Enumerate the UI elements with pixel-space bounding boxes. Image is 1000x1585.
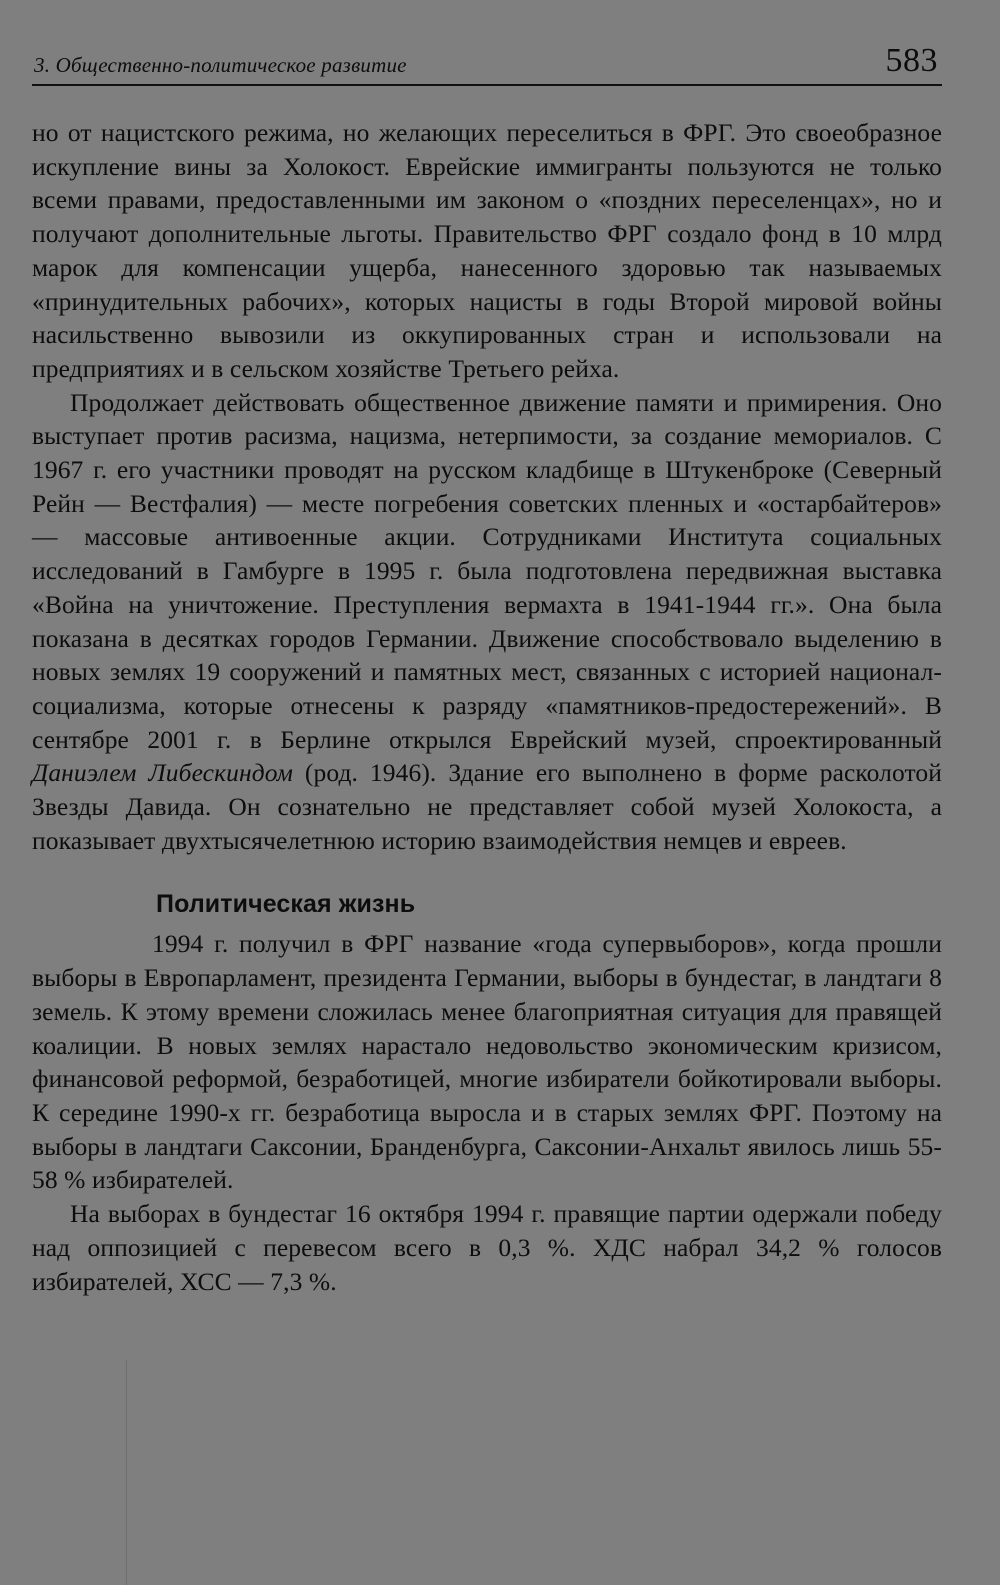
paragraph-2-text-end: (род. 1946). Здание его выполнено в форме расколотой Звезды Давида. Он сознательно не представляет собой музей Холокоста, а показывает двухтысячелетнюю историю взаимодействия немцев и евреев. <box>32 758 942 855</box>
page-number: 583 <box>885 42 938 79</box>
body-text <box>32 116 942 1298</box>
paragraph-2-text-start: Продолжает действовать общественное движение памяти и примирения. Оно выступает против расизма, нацизма, нетерпимости, за создание мемориалов. С 1967 г. его участники проводят на русском кладбище в Штукенброке (Северный Рейн — Вестфалия) — месте погребения советских пленных и «остарбайтеров» — массовые антивоенные акции. Сотрудниками Института социальных исследований в Гамбурге в 1995 г. была подготовлена передвижная выставка «Война на уничтожение. Преступления вермахта в 1941-1944 гг.». Она была показана в десятках городов Германии. Движение способствовало выделению в новых землях 19 сооружений и памятных мест, связанных с историей национал-социализма, которые отнесены к разряду «памятников-предостережений». В сентябре 2001 г. в Берлине открылся Еврейский музей, спроектированный <box>32 387 942 754</box>
running-title: 3. Общественно-политическое развитие <box>34 53 407 77</box>
scan-artifact-line <box>126 1360 127 1585</box>
paragraph-2 <box>32 386 942 858</box>
section-title: Политическая жизнь <box>156 890 416 919</box>
architect-name: Даниэлем Либескиндом <box>32 758 293 788</box>
paragraph-4: На выборах в бундестаг 16 октября 1994 г. правящие партии одержали победу над оппозицией с перевесом всего в 0,3 %. ХДС набрал 34,2 % голосов избирателей, ХСС — 7,3 %. <box>32 1199 942 1296</box>
book-page <box>32 36 942 1298</box>
paragraph-1: но от нацистского режима, но желающих переселиться в ФРГ. Это своеобразное искупление вины за Холокост. Еврейские иммигранты пользуются не только всеми правами, предоставленными им законом о «поздних переселенцах», но и получают дополнительные льготы. Правительство ФРГ создало фонд в 10 млрд марок для компенсации ущерба, нанесенного здоровью так называемых «принудительных рабочих», которых нацисты в годы Второй мировой войны насильственно вывозили из оккупированных стран и использовали на предприятиях и в сельском хозяйстве Третьего рейха. <box>32 118 942 383</box>
page-header <box>32 36 942 86</box>
paragraph-3: 1994 г. получил в ФРГ название «года супервыборов», когда прошли выборы в Европарламент, президента Германии, выборы в бундестаг, в ландтаги 8 земель. К этому времени сложилась менее благоприятная ситуация для правящей коалиции. В новых землях нарастало недовольство экономическим кризисом, финансовой реформой, безработицей, многие избиратели бойкотировали выборы. К середине 1990-х гг. безработица выросла и в старых землях ФРГ. Поэтому на выборы в ландтаги Саксонии, Бранденбурга, Саксонии-Анхальт явилось лишь 55-58 % избирателей. <box>32 929 942 1195</box>
